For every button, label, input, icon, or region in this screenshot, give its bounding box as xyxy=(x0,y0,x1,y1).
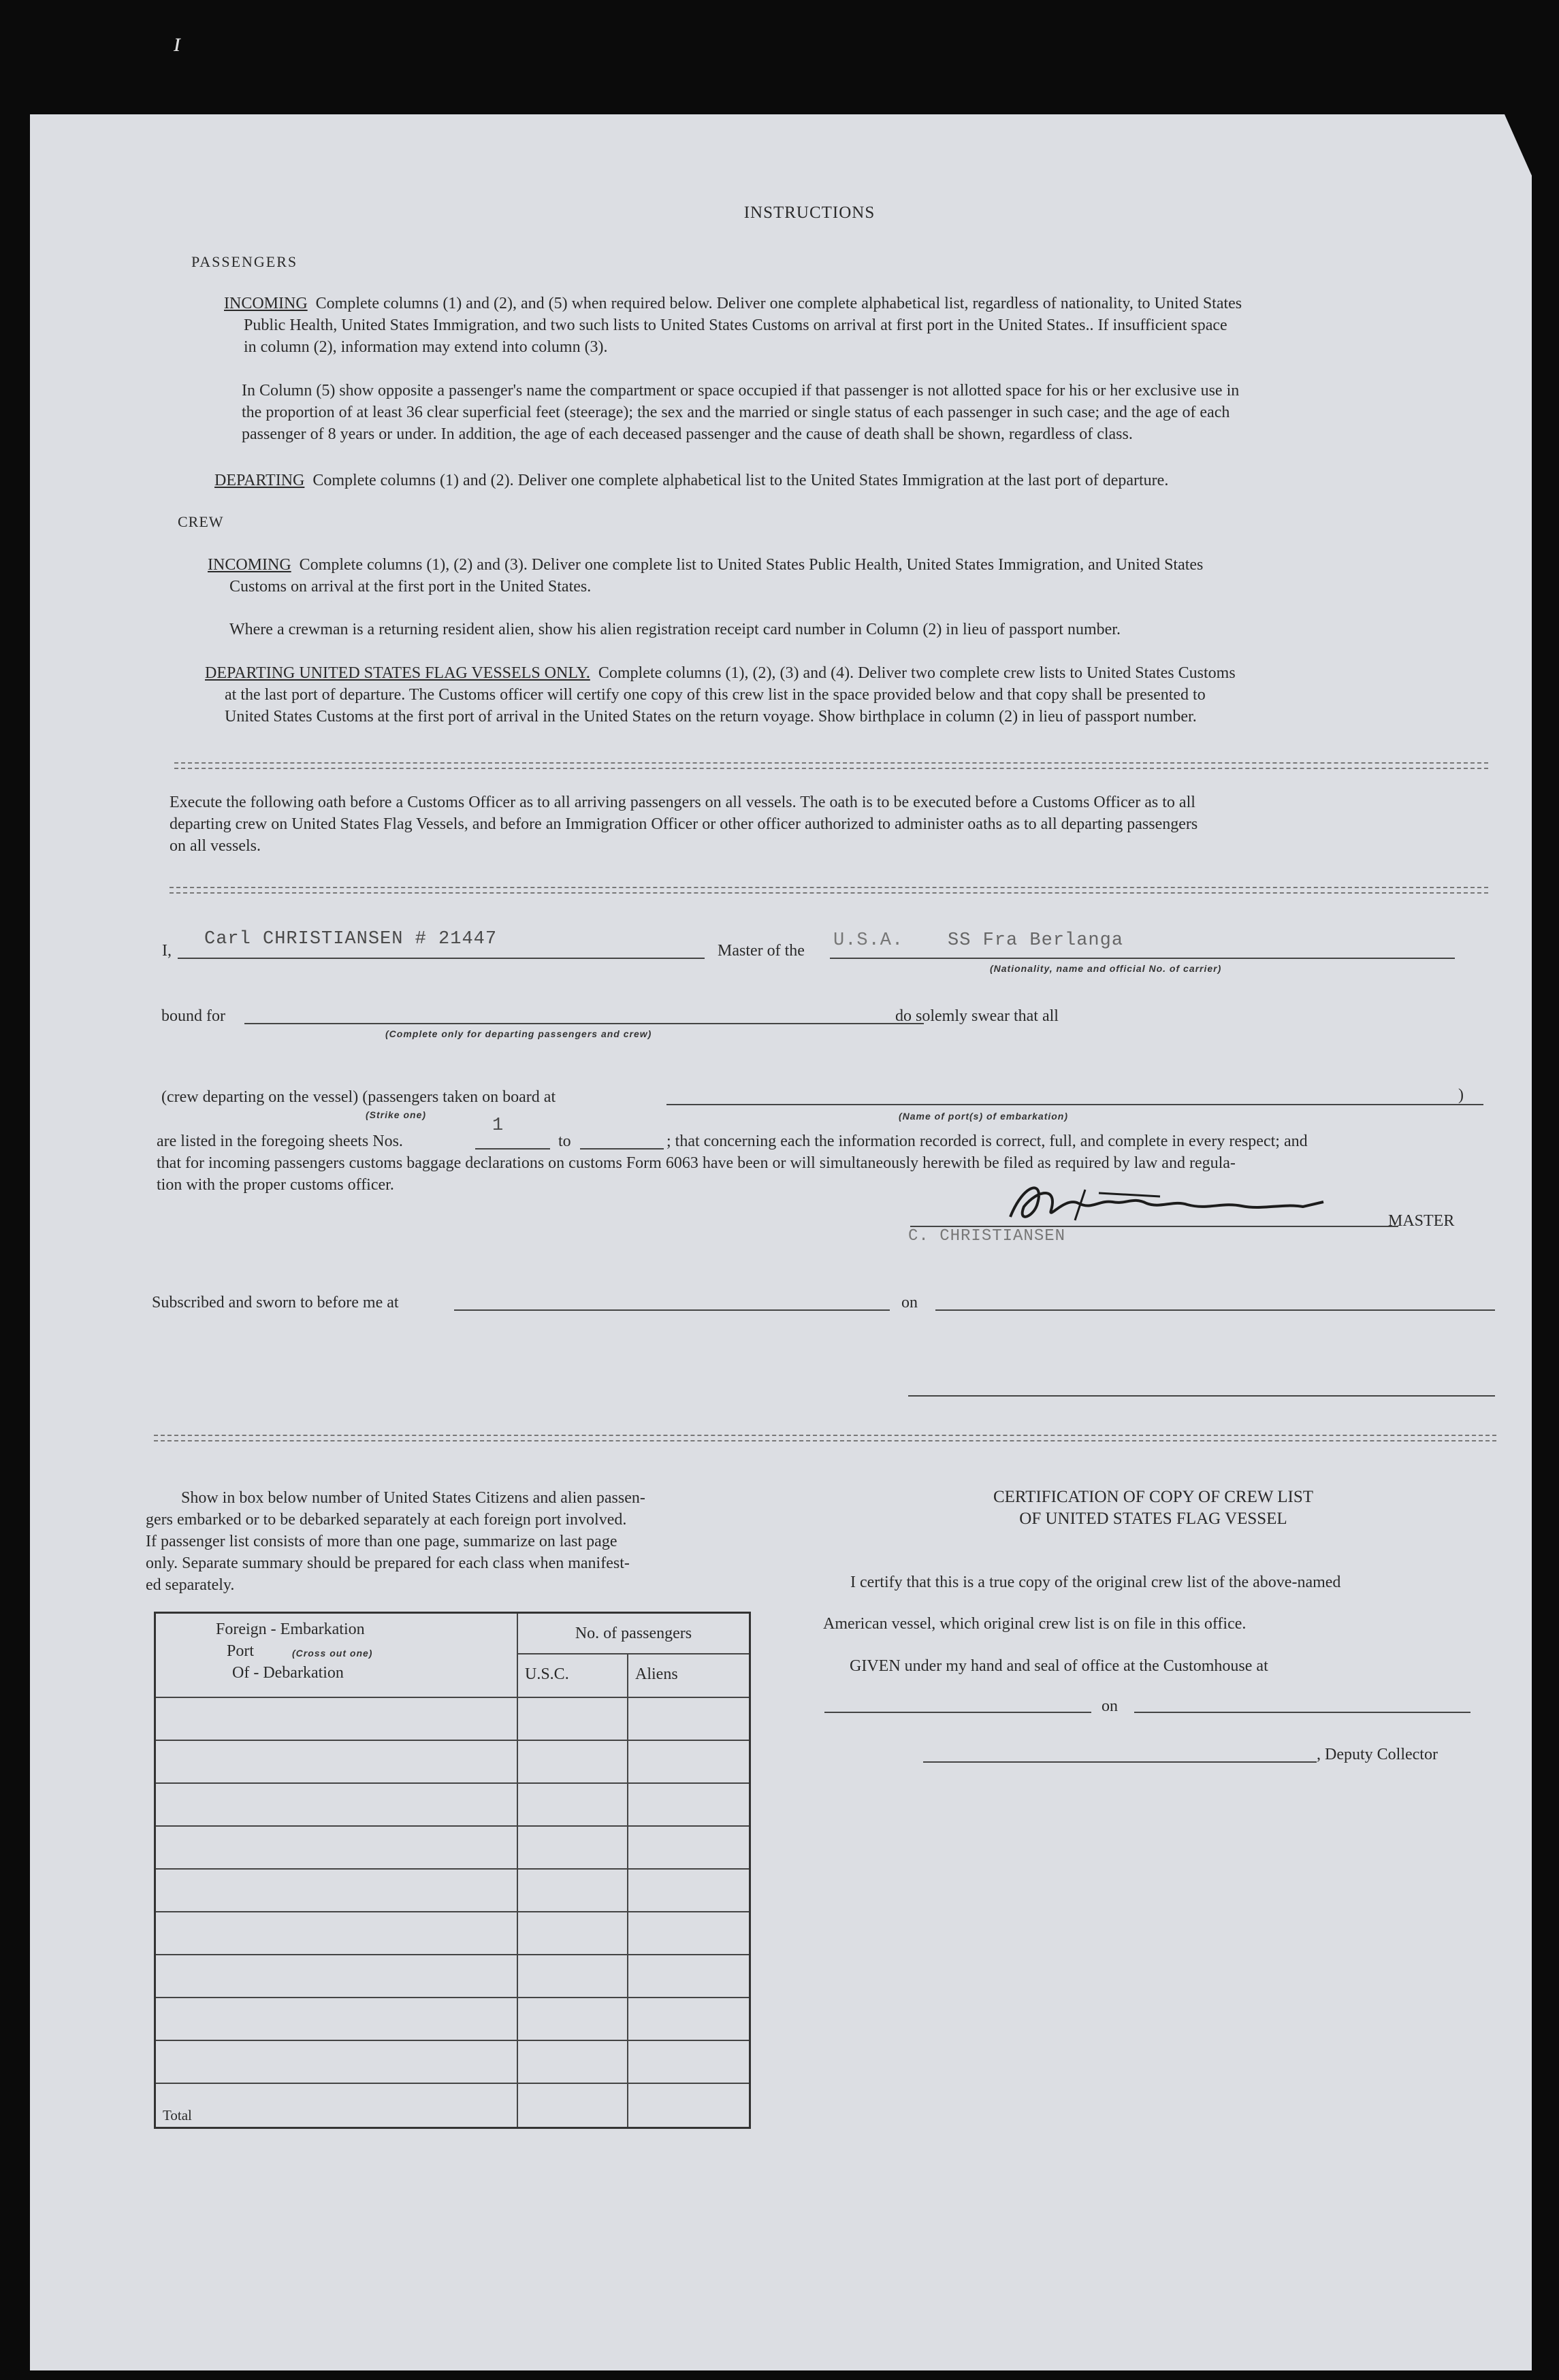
crew-incoming-label: INCOMING xyxy=(208,556,291,574)
port-cell[interactable] xyxy=(155,1697,518,1740)
usc-cell[interactable] xyxy=(517,1869,628,1912)
to-label: to xyxy=(558,1132,571,1150)
usc-cell[interactable] xyxy=(517,1955,628,1998)
vessel-name-value: SS Fra Berlanga xyxy=(948,930,1124,951)
port-cell[interactable] xyxy=(155,1740,518,1783)
port-cell[interactable] xyxy=(155,1912,518,1955)
i-label: I, xyxy=(162,942,172,960)
port-caption: (Name of port(s) of embarkation) xyxy=(899,1111,1069,1122)
summary-line-2: gers embarked or to be debarked separately at each foreign port involved. xyxy=(146,1511,627,1529)
table-row xyxy=(155,1998,750,2040)
port-header-line-2: Port xyxy=(227,1642,255,1660)
incoming-label: INCOMING xyxy=(224,295,308,312)
port-header-line-3: Of - Debarkation xyxy=(232,1664,344,1682)
aliens-cell[interactable] xyxy=(628,1783,750,1826)
strike-caption: (Strike one) xyxy=(366,1109,427,1120)
crew-incoming-line-2: Customs on arrival at the first port in the United States. xyxy=(229,578,592,596)
aliens-cell[interactable] xyxy=(628,1869,750,1912)
passengers-heading: PASSENGERS xyxy=(191,253,298,270)
crew-departing-label: DEPARTING UNITED STATES FLAG VESSELS ONLY. xyxy=(205,664,590,682)
port-cell[interactable] xyxy=(155,1998,518,2040)
listed-text-4: tion with the proper customs officer. xyxy=(157,1176,394,1194)
table-row xyxy=(155,2040,750,2083)
port-cell[interactable] xyxy=(155,1869,518,1912)
master-label: MASTER xyxy=(1388,1212,1455,1230)
crew-departing-line-3: United States Customs at the first port of arrival in the United States on the return voyage. Show birthplace in column (2) in lieu of passport number. xyxy=(225,708,1197,726)
aliens-cell[interactable] xyxy=(628,1697,750,1740)
usc-cell[interactable] xyxy=(517,1697,628,1740)
instructions-title: INSTRUCTIONS xyxy=(743,203,875,222)
usc-cell[interactable] xyxy=(517,1826,628,1869)
crew-incoming-line-1 xyxy=(208,554,1203,576)
divider-2 xyxy=(170,887,1488,894)
corner-pencil-mark: ɪ xyxy=(174,27,181,57)
sworn-at-line[interactable] xyxy=(454,1309,890,1311)
summary-line-1: Show in box below number of United States Citizens and alien passen- xyxy=(181,1489,645,1507)
incoming-text-1: Complete columns (1) and (2), and (5) when required below. Deliver one complete alphabetical list, regardless of nationality, to United States xyxy=(315,295,1242,312)
certification-date-line[interactable] xyxy=(1134,1712,1470,1713)
aliens-cell[interactable] xyxy=(628,1826,750,1869)
crew-departing-line-1 xyxy=(205,662,1236,685)
table-row xyxy=(155,1826,750,1869)
certification-title-2: OF UNITED STATES FLAG VESSEL xyxy=(1019,1510,1287,1528)
usc-cell[interactable] xyxy=(517,1783,628,1826)
column5-line-3: passenger of 8 years or under. In addition, the age of each deceased passenger and the cause of death shall be shown, regardless of class. xyxy=(242,425,1133,443)
divider-3 xyxy=(154,1435,1496,1441)
nationality-caption: (Nationality, name and official No. of carrier) xyxy=(990,963,1222,974)
aliens-column-header: Aliens xyxy=(628,1654,750,1697)
close-paren: ) xyxy=(1458,1086,1464,1104)
aliens-cell[interactable] xyxy=(628,1955,750,1998)
crew-heading: CREW xyxy=(178,513,224,530)
total-label: Total xyxy=(155,2083,518,2128)
oath-intro-line-3: on all vessels. xyxy=(170,837,261,855)
usc-cell[interactable] xyxy=(517,1998,628,2040)
certification-on-label: on xyxy=(1102,1697,1118,1715)
port-cell[interactable] xyxy=(155,2040,518,2083)
port-cell[interactable] xyxy=(155,1783,518,1826)
complete-caption: (Complete only for departing passengers and crew) xyxy=(385,1028,652,1039)
sheet-from-line[interactable] xyxy=(475,1148,550,1150)
table-row xyxy=(155,1740,750,1783)
crew-alien-line: Where a crewman is a returning resident alien, show his alien registration receipt card number in Column (2) in lieu of passport number. xyxy=(229,621,1121,638)
oath-intro-line-1: Execute the following oath before a Customs Officer as to all arriving passengers on all vessels. The oath is to be executed before a Customs Officer as to all xyxy=(170,794,1195,811)
crew-departing-phrase: (crew departing on the vessel) (passengers taken on board at xyxy=(161,1088,556,1106)
aliens-cell[interactable] xyxy=(628,2040,750,2083)
carrier-line[interactable] xyxy=(830,958,1455,959)
sworn-on-line[interactable] xyxy=(935,1309,1495,1311)
nationality-value: U.S.A. xyxy=(833,930,904,951)
port-column-header xyxy=(155,1613,518,1697)
usc-column-header: U.S.C. xyxy=(517,1654,628,1697)
table-row xyxy=(155,1783,750,1826)
usc-cell[interactable] xyxy=(517,2040,628,2083)
sheet-to-line[interactable] xyxy=(580,1148,664,1150)
deputy-collector-label: , Deputy Collector xyxy=(1317,1746,1438,1763)
passenger-summary-table xyxy=(154,1612,751,2129)
do-swear-text: do solemly swear that all xyxy=(895,1007,1059,1025)
divider-1 xyxy=(174,762,1488,769)
bound-for-label: bound for xyxy=(161,1007,225,1025)
aliens-cell[interactable] xyxy=(628,1912,750,1955)
subscribed-label: Subscribed and sworn to before me at xyxy=(152,1294,399,1311)
table-row xyxy=(155,1697,750,1740)
incoming-line-3: in column (2), information may extend into column (3). xyxy=(244,338,608,356)
listed-label: are listed in the foregoing sheets Nos. xyxy=(157,1132,403,1150)
officer-signature-line[interactable] xyxy=(908,1395,1495,1397)
certification-line-2: American vessel, which original crew list is on file in this office. xyxy=(823,1615,1247,1633)
aliens-cell[interactable] xyxy=(628,1740,750,1783)
deputy-signature-line[interactable] xyxy=(923,1761,1317,1763)
port-header-line-1: Foreign - Embarkation xyxy=(216,1620,365,1638)
column5-line-1: In Column (5) show opposite a passenger's name the compartment or space occupied if that passenger is not allotted space for his or her exclusive use in xyxy=(242,382,1240,400)
listed-text-3: that for incoming passengers customs baggage declarations on customs Form 6063 have been or will simultaneously herewith be filed as required by law and regula- xyxy=(157,1154,1236,1172)
crew-departing-text-1: Complete columns (1), (2), (3) and (4). Deliver two complete crew lists to United States Customs xyxy=(598,664,1236,682)
crew-incoming-text-1: Complete columns (1), (2) and (3). Deliver one complete list to United States Public Health, United States Immigration, and United States xyxy=(299,556,1204,574)
port-cell[interactable] xyxy=(155,1955,518,1998)
sworn-on-label: on xyxy=(901,1294,918,1311)
sheet-from-value: 1 xyxy=(492,1115,504,1136)
departing-text: Complete columns (1) and (2). Deliver one complete alphabetical list to the United States Immigration at the last port of departure. xyxy=(312,472,1169,489)
port-header-caption: (Cross out one) xyxy=(292,1648,373,1659)
table-row xyxy=(155,1955,750,1998)
crew-departing-line-2: at the last port of departure. The Customs officer will certify one copy of this crew list in the space provided below and that copy shall be presented to xyxy=(225,686,1206,704)
folded-corner xyxy=(1505,114,1532,176)
incoming-line-1 xyxy=(224,293,1242,315)
certification-line-3: GIVEN under my hand and seal of office at the Customhouse at xyxy=(850,1657,1268,1675)
summary-line-3: If passenger list consists of more than one page, summarize on last page xyxy=(146,1533,617,1550)
listed-text-2: ; that concerning each the information recorded is correct, full, and complete in every respect; and xyxy=(666,1132,1308,1150)
form-sheet xyxy=(30,114,1532,2370)
port-cell[interactable] xyxy=(155,1826,518,1869)
departing-line xyxy=(214,470,1168,492)
departing-label: DEPARTING xyxy=(214,472,305,489)
total-usc-cell[interactable] xyxy=(517,2083,628,2128)
customhouse-line[interactable] xyxy=(824,1712,1091,1713)
table-row xyxy=(155,1869,750,1912)
column5-line-2: the proportion of at least 36 clear superficial feet (steerage); the sex and the married or single status of each passenger in such case; and the age of each xyxy=(242,404,1230,421)
usc-cell[interactable] xyxy=(517,1912,628,1955)
oath-intro-line-2: departing crew on United States Flag Vessels, and before an Immigration Officer or other officer authorized to administer oaths as to all departing passengers xyxy=(170,815,1198,833)
master-of-the-label: Master of the xyxy=(718,942,805,960)
certification-line-1: I certify that this is a true copy of the original crew list of the above-named xyxy=(850,1574,1341,1591)
summary-line-5: ed separately. xyxy=(146,1576,235,1594)
passengers-column-header: No. of passengers xyxy=(517,1613,750,1654)
table-row xyxy=(155,1912,750,1955)
certification-title-1: CERTIFICATION OF COPY OF CREW LIST xyxy=(993,1488,1314,1506)
bound-for-line[interactable] xyxy=(244,1023,924,1024)
incoming-line-2: Public Health, United States Immigration, and two such lists to United States Customs on arrival at first port in the United States.. If insufficient space xyxy=(244,316,1227,334)
master-signature xyxy=(983,1176,1337,1230)
master-name-line[interactable] xyxy=(178,958,705,959)
summary-line-4: only. Separate summary should be prepared for each class when manifest- xyxy=(146,1554,630,1572)
master-name-value: Carl CHRISTIANSEN # 21447 xyxy=(204,929,498,949)
total-aliens-cell[interactable] xyxy=(628,2083,750,2128)
total-row xyxy=(155,2083,750,2128)
signer-typed-name: C. CHRISTIANSEN xyxy=(908,1227,1066,1245)
usc-cell[interactable] xyxy=(517,1740,628,1783)
aliens-cell[interactable] xyxy=(628,1998,750,2040)
port-of-embarkation-line[interactable] xyxy=(666,1104,1483,1105)
